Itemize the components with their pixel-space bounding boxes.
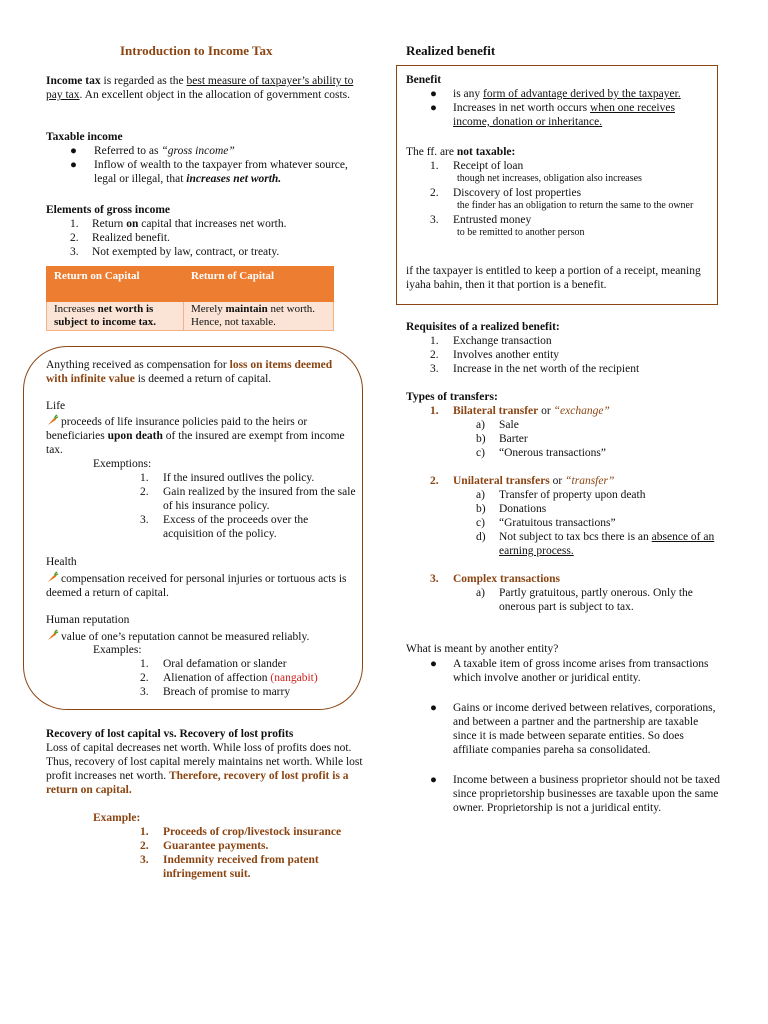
list-note: to be remitted to another person xyxy=(457,227,585,238)
reputation-heading: Human reputation xyxy=(46,614,130,626)
list-item: b) Barter xyxy=(476,433,528,445)
examples-label: Examples: xyxy=(93,644,142,656)
list-item: a) Transfer of property upon death xyxy=(476,489,646,501)
list-item: 2. Guarantee payments. xyxy=(140,840,269,852)
taxable-income-heading: Taxable income xyxy=(46,131,123,143)
bullet-icon: ● xyxy=(70,145,77,157)
bullet-icon: ● xyxy=(430,88,437,100)
reputation-examples-list xyxy=(140,657,358,699)
list-item: b) Donations xyxy=(476,503,547,515)
bullet-icon: ● xyxy=(430,102,437,114)
elements-heading: Elements of gross income xyxy=(46,204,171,216)
elements-list xyxy=(70,217,362,259)
carrot-icon xyxy=(46,414,59,427)
capital-comparison-table xyxy=(46,266,334,331)
list-item: 2. Gain realized by the insured from the sale of his insurance policy. xyxy=(140,486,356,512)
benefit-list xyxy=(430,87,712,129)
list-item: d) Not subject to tax bcs there is an absence of an earning process. xyxy=(476,531,715,557)
health-text: compensation received for personal injuries or tortuous acts is deemed a return of capital. xyxy=(46,573,347,599)
bullet-icon: ● xyxy=(70,159,77,171)
list-item: 2. Discovery of lost properties xyxy=(430,187,582,199)
bullet-icon: ● xyxy=(430,658,437,670)
carrot-icon xyxy=(46,571,59,584)
infinite-value-intro: Anything received as compensation for loss on items deemed with infinite value is deemed a return of capital. xyxy=(46,359,333,385)
list-item: 1. Receipt of loan xyxy=(430,160,524,172)
types-heading: Types of transfers: xyxy=(406,391,498,403)
benefit-heading: Benefit xyxy=(406,74,442,86)
list-item: c) “Onerous transactions” xyxy=(476,447,606,459)
list-item: 1. Exchange transaction xyxy=(430,335,552,347)
list-item: ● Inflow of wealth to the taxpayer from whatever source, legal or illegal, that increases net worth. xyxy=(70,159,348,185)
table-header-cell: Return on Capital xyxy=(47,267,184,302)
list-item: 2. Alienation of affection (nangabit) xyxy=(140,672,318,684)
table-header-cell: Return of Capital xyxy=(184,267,334,302)
page-title: Introduction to Income Tax xyxy=(120,43,273,58)
list-item: ● Referred to as “gross income” xyxy=(70,145,235,157)
recovery-heading: Recovery of lost capital vs. Recovery of lost profits xyxy=(46,728,294,740)
list-item: a) Partly gratuitous, partly onerous. Only the onerous part is subject to tax. xyxy=(476,587,693,613)
bullet-icon: ● xyxy=(430,774,437,786)
list-item: a) Sale xyxy=(476,419,519,431)
list-item: 1. Oral defamation or slander xyxy=(140,658,287,670)
intro-paragraph: Income tax is regarded as the best measure of taxpayer’s ability to pay tax. An excellent object in the allocation of government costs. xyxy=(46,75,354,101)
table-cell: Merely maintain net worth. Hence, not taxable. xyxy=(184,302,334,331)
list-item: 3. Not exempted by law, contract, or treaty. xyxy=(70,246,280,258)
list-item: 3. Indemnity received from patent infringement suit. xyxy=(140,854,319,880)
list-item: 3. Breach of promise to marry xyxy=(140,686,291,698)
life-text: proceeds of life insurance policies paid to the heirs or beneficiaries upon death of the insured are exempt from income tax. xyxy=(46,416,345,456)
list-item: ● Income between a business proprietor should not be taxed since proprietorship businesses are taxable upon the same owner. Proprietorship is not a juridical entity. xyxy=(430,774,720,814)
transfer-type-2: 2. Unilateral transfers or “transfer” a) Transfer of property upon death b) Donations c) “Gratuitous transactions” d) Not subject to tax bcs there is an absence of an earning process. xyxy=(430,474,720,558)
table-header-row xyxy=(47,267,334,302)
list-item: 3. Entrusted money xyxy=(430,214,532,226)
life-heading: Life xyxy=(46,400,66,412)
list-item: 1. Return on capital that increases net worth. xyxy=(70,218,287,230)
not-taxable-label: The ff. are not taxable: xyxy=(406,146,516,158)
reputation-text: value of one’s reputation cannot be measured reliably. xyxy=(46,629,351,644)
table-cell: Increases net worth is subject to income tax. xyxy=(47,302,184,331)
list-item: c) “Gratuitous transactions” xyxy=(476,517,616,529)
entity-list xyxy=(430,657,720,815)
list-note: though net increases, obligation also increases xyxy=(457,173,642,184)
transfer-type-1: 1. Bilateral transfer or “exchange” a) Sale b) Barter c) “Onerous transactions” xyxy=(430,404,720,460)
example-list xyxy=(140,825,360,881)
benefit-footer: if the taxpayer is entitled to keep a portion of a receipt, meaning iyaha bahin, then it that portion is a benefit. xyxy=(406,265,701,291)
exemptions-list xyxy=(140,471,358,541)
transfer-type-3: 3. Complex transactions a) Partly gratuitous, partly onerous. Only the onerous part is subject to tax. xyxy=(430,572,720,614)
requisites-heading: Requisites of a realized benefit: xyxy=(406,321,560,333)
list-item: 1. Proceeds of crop/livestock insurance xyxy=(140,826,342,838)
list-item: ● Gains or income derived between relatives, corporations, and between a partner and the partnership are taxable since it is made between separate entities. So does affiliate companies pareha sa consolidated. xyxy=(430,702,716,756)
bullet-icon: ● xyxy=(430,702,437,714)
list-item: 2. Involves another entity xyxy=(430,349,560,361)
list-note: the finder has an obligation to return the same to the owner xyxy=(457,200,694,211)
exemptions-label: Exemptions: xyxy=(93,458,152,470)
requisites-list xyxy=(430,334,712,376)
list-item: ● A taxable item of gross income arises from transactions which involve another or juridical entity. xyxy=(430,658,709,684)
realized-benefit-title: Realized benefit xyxy=(406,43,496,58)
list-item: ● is any form of advantage derived by the taxpayer. xyxy=(430,88,681,100)
entity-heading: What is meant by another entity? xyxy=(406,643,559,655)
health-heading: Health xyxy=(46,556,77,568)
list-item: 3. Increase in the net worth of the recipient xyxy=(430,363,640,375)
carrot-icon xyxy=(46,629,59,642)
list-item: 3. Excess of the proceeds over the acquisition of the policy. xyxy=(140,514,309,540)
list-item: 2. Realized benefit. xyxy=(70,232,170,244)
table-row xyxy=(47,302,334,331)
list-item: 1. If the insured outlives the policy. xyxy=(140,472,315,484)
recovery-text: Loss of capital decreases net worth. While loss of profits does not. Thus, recovery of lost capital merely maintains net worth. While lost profit increases net worth. Therefore, recovery of lost profit is a return on capital. xyxy=(46,742,363,796)
not-taxable-list xyxy=(430,159,712,239)
taxable-income-list xyxy=(70,144,362,186)
list-item: ● Increases in net worth occurs when one receives income, donation or inheritance. xyxy=(430,102,675,128)
example-heading: Example: xyxy=(93,812,141,824)
